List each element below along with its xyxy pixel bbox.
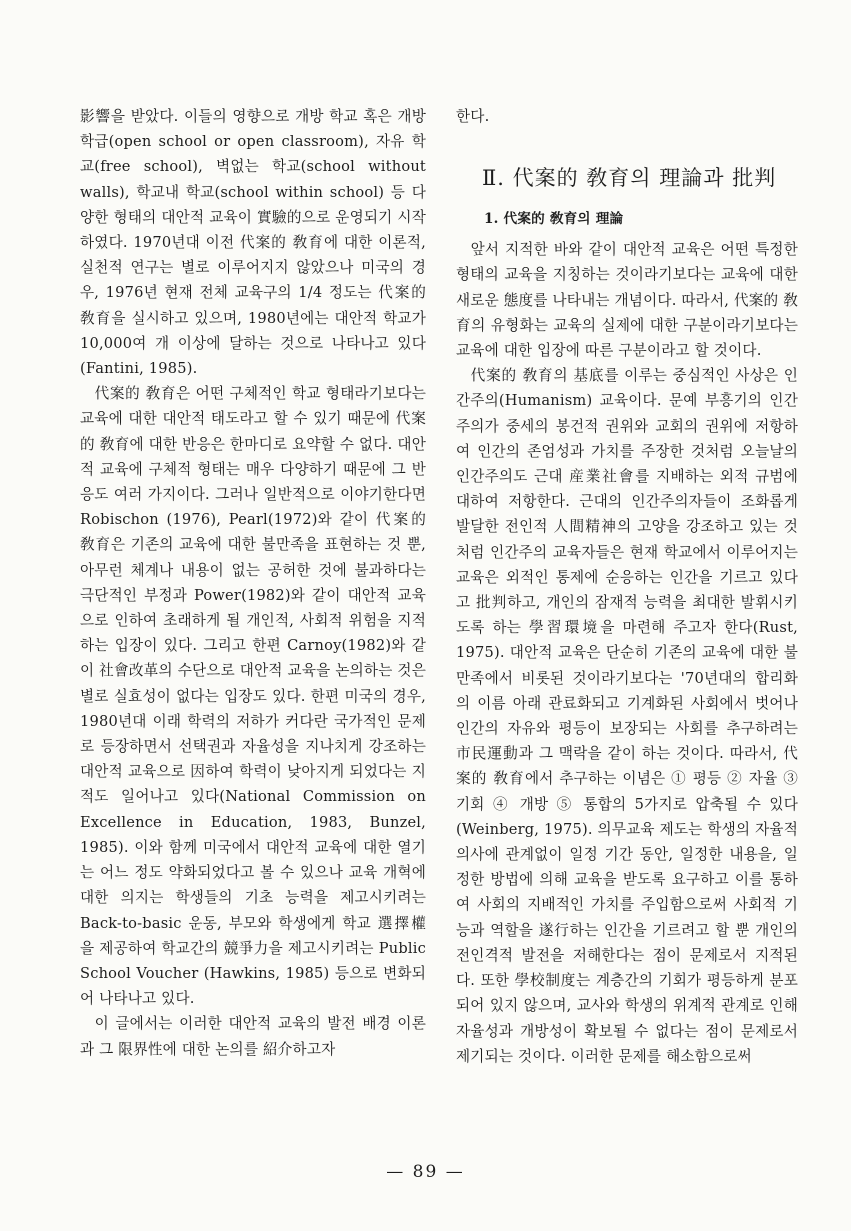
paragraph: 代案的 敎育의 基底를 이루는 중심적인 사상은 인간주의(Humanism) 교육이다. 문예 부흥기의 인간주의가 중세의 봉건적 권위와 교회의 권위에 저항하여 인간의 존엄성과 가치를 주장한 것처럼 오늘날의 인간주의도 근대 産業社會를 지배하는 외적 규범에 대하여 저항한다. 근대의 인간주의자들이 조화롭게 발달한 전인적 人間精神의 고양을 강조하고 있는 것처럼 인간주의 교육자들은 현재 학교에서 이루어지는 교육은 외적인 통제에 순응하는 인간을 기르고 있다고 批判하고, 개인의 잠재적 능력을 최대한 발휘시키도록 하는 學習環境을 마련해 주고자 한다(Rust, 1975). 대안적 교육은 단순히 기존의 교육에 대한 불만족에서 비롯된 것이라기보다는 '70년대의 합리화의 이름 아래 관료화되고 기계화된 사회에서 벗어나 인간의 자유와 평등이 보장되는 사회를 추구하려는 市民運動과 그 맥락을 같이 하는 것이다. 따라서, 代案的 敎育에서 추구하는 이념은 ① 평등 ② 자율 ③ 기회 ④ 개방 ⑤ 통합의 5가지로 압축될 수 있다(Weinberg, 1975). 의무교육 제도는 학생의 자율적 의사에 관계없이 일정 기간 동안, 일정한 내용을, 일정한 방법에 의해 교육을 받도록 요구하고 이를 통하여 사회의 지배적인 가치를 주입함으로써 사회적 기능과 역할을 遂行하는 인간을 기르려고 할 뿐 개인의 전인격적 발전을 저해한다는 점이 문제로서 지적된다. 또한 學校制度는 계층간의 기회가 평등하게 분포되어 있지 않으며, 교사와 학생의 위계적 관계로 인해 자율성과 개방성이 확보될 수 없다는 점이 문제로서 제기되는 것이다. 이러한 문제를 해소함으로써	[456, 367, 798, 1065]
paragraph: 한다.	[456, 108, 490, 125]
paragraph: 앞서 지적한 바와 같이 대안적 교육은 어떤 특정한 형태의 교육을 지칭하는 것이라기보다는 교육에 대한 새로운 態度를 나타내는 개념이다. 따라서, 代案的 敎育의 유형화는 교육의 실제에 대한 구분이라기보다는 교육에 대한 입장에 따른 구분이라고 할 것이다.	[456, 241, 798, 360]
left-column	[80, 104, 426, 1062]
paragraph: 代案的 敎育은 어떤 구체적인 학교 형태라기보다는 교육에 대한 대안적 태도라고 할 수 있기 때문에 代案的 敎育에 대한 반응은 한마디로 요약할 수 없다. 대안적 교육에 구체적 형태는 매우 다양하기 때문에 그 반응도 여러 가지이다. 그러나 일반적으로 이야기한다면 Robischon (1976), Pearl(1972)와 같이 代案的 敎育은 기존의 교육에 대한 불만족을 표현하는 것 뿐, 아무런 체계나 내용이 없는 공허한 것에 불과하다는 극단적인 부정과 Power(1982)와 같이 대안적 교육으로 인하여 초래하게 될 개인적, 사회적 위험을 지적하는 입장이 있다. 그리고 한편 Carnoy(1982)와 같이 社會改革의 수단으로 대안적 교육을 논의하는 것은 별로 실효성이 없다는 입장도 있다. 한편 미국의 경우, 1980년대 이래 학력의 저하가 커다란 국가적인 문제로 등장하면서 선택권과 자율성을 지나치게 강조하는 대안적 교육으로 因하여 학력이 낮아지게 되었다는 지적도 일어나고 있다(National Commission on Excellence in Education, 1983, Bunzel, 1985). 이와 함께 미국에서 대안적 교육에 대한 열기는 어느 정도 약화되었다고 볼 수 있으나 교육 개혁에 대한 의지는 학생들의 기초 능력을 제고시키려는 Back-to-basic 운동, 부모와 학생에게 학교 選擇權을 제공하여 학교간의 競爭力을 제고시키려는 Public School Voucher (Hawkins, 1985) 등으로 변화되어 나타나고 있다.	[80, 385, 426, 1008]
paragraph: 影響을 받았다. 이들의 영향으로 개방 학교 혹은 개방 학급(open school or open classroom), 자유 학교(free school), 벽없는 학교(school without walls), 학교내 학교(school within school) 등 다양한 형태의 대안적 교육이 實驗的으로 운영되기 시작하였다. 1970년대 이전 代案的 敎育에 대한 이론적, 실천적 연구는 별로 이루어지지 않았으나 미국의 경우, 1976년 현재 전체 교육구의 1/4 정도는 代案的 敎育을 실시하고 있으며, 1980년에는 대안적 학교가 10,000여 개 이상에 달하는 것으로 나타나고 있다(Fantini, 1985).	[80, 108, 426, 378]
right-column	[456, 104, 798, 1069]
paragraph: 이 글에서는 이러한 대안적 교육의 발전 배경 이론과 그 限界性에 대한 논의를 紹介하고자	[80, 1015, 426, 1058]
section-title: Ⅱ. 代案的 敎育의 理論과 批判	[482, 166, 777, 191]
page-number: — 89 —	[386, 1162, 465, 1182]
subsection-title: 1. 代案的 敎育의 理論	[484, 211, 624, 228]
